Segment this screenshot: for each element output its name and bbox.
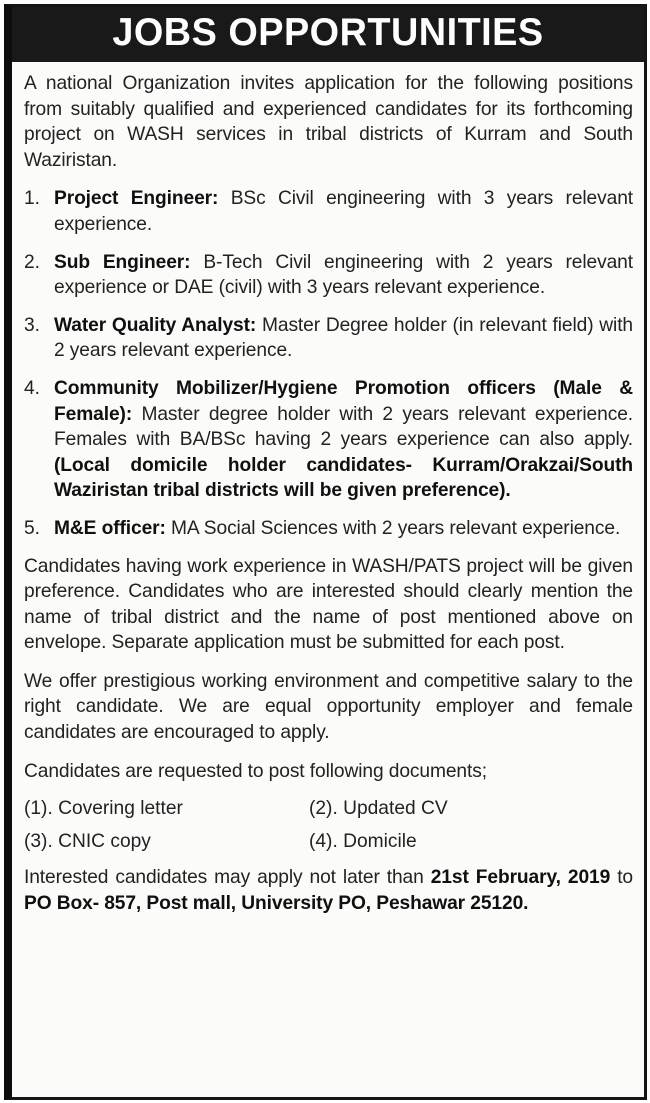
- job-description: Master Degree holder (in relevant field) with 2 years relevant experience.: [54, 314, 633, 362]
- documents-list: [24, 796, 633, 854]
- job-description: B-Tech Civil engineering with 2 years relevant experience or DAE (civil) with 3 years relevant experience.: [54, 251, 633, 299]
- documents-heading: Candidates are requested to post following documents;: [24, 760, 487, 782]
- mailing-address: PO Box- 857, Post mall, University PO, Peshawar 25120.: [24, 893, 529, 915]
- list-item-number: 3.: [24, 314, 40, 336]
- document-item: (4). Domicile: [309, 830, 417, 852]
- document-item: (2). Updated CV: [309, 798, 448, 820]
- document-item: (3). CNIC copy: [24, 830, 151, 852]
- job-title: Water Quality Analyst:: [54, 314, 257, 336]
- preference-paragraph: Candidates having work experience in WASH/PATS project will be given preference. Candidates who are interested should clearly mention the name of tribal district and the name of post mentioned above on envelope. Separate application must be submitted for each post.: [24, 555, 633, 654]
- job-preference-note: (Local domicile holder candidates- Kurram/Orakzai/South Waziristan tribal districts will be given preference).: [54, 454, 633, 502]
- document-item: (1). Covering letter: [24, 798, 183, 820]
- list-item-number: 5.: [24, 517, 40, 539]
- list-item-number: 1.: [24, 188, 40, 210]
- job-title: Project Engineer:: [54, 188, 219, 210]
- page-title: JOBS OPPORTUNITIES: [112, 11, 544, 54]
- ad-frame: [4, 4, 647, 1100]
- job-title: M&E officer:: [54, 517, 166, 539]
- list-item: [24, 313, 633, 364]
- application-deadline: 21st February, 2019: [430, 867, 611, 889]
- list-item: [24, 376, 633, 504]
- job-description: MA Social Sciences with 2 years relevant experience.: [165, 517, 621, 539]
- job-description: BSc Civil engineering with 3 years relevant experience.: [54, 188, 633, 235]
- list-item: [24, 516, 633, 542]
- header-band: [12, 7, 644, 62]
- job-title: Community Mobilizer/Hygiene Promotion officers (Male & Female):: [54, 377, 633, 425]
- list-item: [24, 250, 633, 301]
- closing-connector: to: [610, 867, 633, 889]
- ad-body: [12, 62, 644, 1097]
- intro-paragraph: A national Organization invites application for the following positions from suitably qualified and experienced candidates for its forthcoming project on WASH services in tribal districts of Kurram and South Waziristan.: [24, 73, 633, 171]
- list-item-number: 4.: [24, 377, 40, 399]
- offer-paragraph: We offer prestigious working environment and competitive salary to the right candidate. We are equal opportunity employer and female candidates are encouraged to apply.: [24, 670, 633, 744]
- positions-list: [24, 186, 633, 541]
- documents-row: [24, 796, 633, 822]
- closing-lead: Interested candidates may apply not later than: [24, 867, 431, 889]
- closing-paragraph: [24, 865, 633, 917]
- list-item: [24, 186, 633, 237]
- job-description: Master degree holder with 2 years relevant experience. Females with BA/BSc having 2 years experience can also apply.: [54, 403, 633, 451]
- list-item-number: 2.: [24, 251, 40, 273]
- job-title: Sub Engineer:: [54, 251, 191, 273]
- documents-row: [24, 829, 633, 855]
